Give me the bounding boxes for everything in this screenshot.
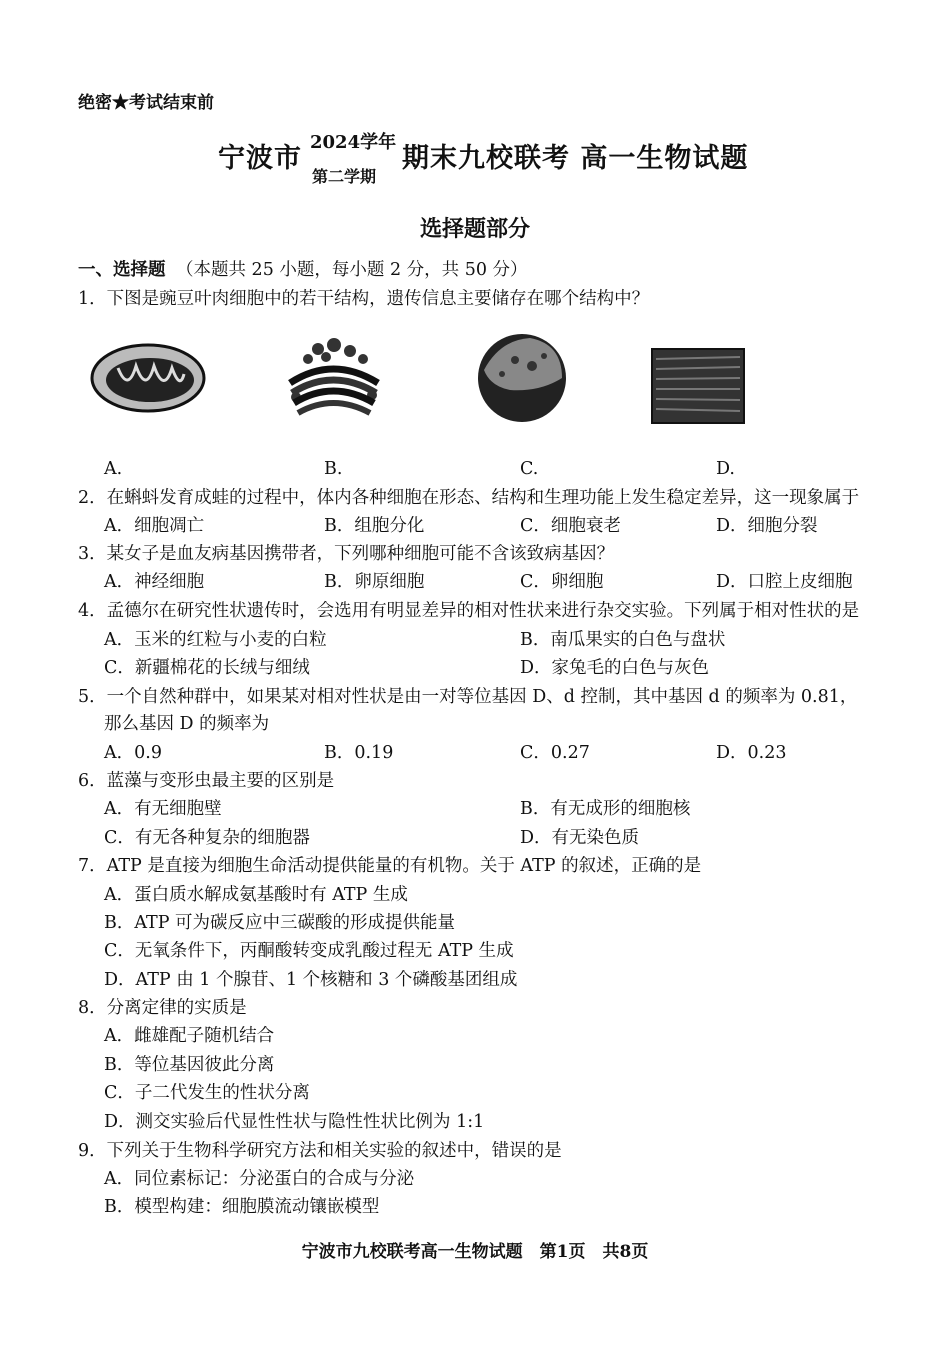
question-3-stem: 3．某女子是血友病基因携带者，下列哪种细胞可能不含该致病基因？ bbox=[78, 544, 615, 564]
option-d[interactable]: D．家兔毛的白色与灰色 bbox=[520, 658, 710, 678]
option-a[interactable]: A．同位素标记：分泌蛋白的合成与分泌 bbox=[104, 1169, 415, 1189]
option-c[interactable]: C．新疆棉花的长绒与细绒 bbox=[104, 658, 310, 678]
option-d[interactable]: D．测交实验后代显性性状与隐性性状比例为 1:1 bbox=[104, 1112, 485, 1132]
question-stem bbox=[0, 285, 950, 313]
option-c[interactable]: C．子二代发生的性状分离 bbox=[104, 1083, 310, 1103]
question-9-stem: 9．下列关于生物科学研究方法和相关实验的叙述中，错误的是 bbox=[78, 1141, 562, 1161]
option-b[interactable]: B. bbox=[324, 459, 343, 479]
option-b[interactable]: B．模型构建：细胞膜流动镶嵌模型 bbox=[104, 1197, 380, 1217]
option-b[interactable]: B．卵原细胞 bbox=[324, 572, 425, 592]
option-b[interactable]: B．有无成形的细胞核 bbox=[520, 799, 691, 819]
option-c[interactable]: C．有无各种复杂的细胞器 bbox=[104, 828, 310, 848]
option-c[interactable]: C．卵细胞 bbox=[520, 572, 604, 592]
option-a[interactable]: A．玉米的红粒与小麦的白粒 bbox=[104, 630, 327, 650]
option-a[interactable]: A．0.9 bbox=[104, 743, 162, 763]
confidential-label: 绝密★考试结束前 bbox=[78, 93, 214, 113]
option-d[interactable]: D．有无染色质 bbox=[520, 828, 640, 848]
option-d[interactable]: D. bbox=[716, 459, 735, 479]
option-b[interactable]: B．ATP 可为碳反应中三碳酸的形成提供能量 bbox=[104, 913, 456, 933]
option-a[interactable]: A．神经细胞 bbox=[104, 572, 205, 592]
nucleus-image bbox=[470, 330, 575, 425]
section-title: 选择题部分 bbox=[419, 216, 530, 242]
option-b[interactable]: B．组胞分化 bbox=[324, 516, 425, 536]
question-6-stem: 6．蓝藻与变形虫最主要的区别是 bbox=[78, 771, 335, 791]
mitochondrion-image bbox=[88, 338, 208, 418]
option-a[interactable]: A．细胞凋亡 bbox=[104, 516, 205, 536]
option-a[interactable]: A．蛋白质水解成氨基酸时有 ATP 生成 bbox=[104, 885, 408, 905]
option-c[interactable]: C. bbox=[520, 459, 539, 479]
option-a[interactable]: A．雌雄配子随机结合 bbox=[104, 1026, 275, 1046]
option-b[interactable]: B．0.19 bbox=[324, 743, 394, 763]
option-b[interactable]: B．南瓜果实的白色与盘状 bbox=[520, 630, 726, 650]
question-5-stem-cont: 那么基因 D 的频率为 bbox=[104, 714, 270, 734]
option-d[interactable]: D．细胞分裂 bbox=[716, 516, 818, 536]
title-text: 期末九校联考 高一生物试题 bbox=[402, 143, 749, 174]
title-term: 第二学期 bbox=[312, 167, 377, 186]
option-c[interactable]: C．细胞衰老 bbox=[520, 516, 621, 536]
golgi-image bbox=[278, 335, 388, 430]
exam-title bbox=[0, 126, 950, 190]
option-a[interactable]: A. bbox=[104, 459, 123, 479]
option-a[interactable]: A．有无细胞壁 bbox=[104, 799, 222, 819]
title-year: 2024学年 bbox=[310, 132, 397, 153]
page-footer: 宁波市九校联考高一生物试题 第1页 共8页 bbox=[301, 1242, 649, 1262]
option-d[interactable]: D．口腔上皮细胞 bbox=[716, 572, 853, 592]
question-8-stem: 8．分离定律的实质是 bbox=[78, 998, 247, 1018]
part-heading bbox=[0, 256, 950, 284]
option-c[interactable]: C．0.27 bbox=[520, 743, 590, 763]
question-options bbox=[0, 455, 950, 483]
question-4-stem: 4．孟德尔在研究性状遗传时，会选用有明显差异的相对性状来进行杂交实验。下列属于相对性状的是 bbox=[78, 601, 860, 621]
question-7-stem: 7．ATP 是直接为细胞生命活动提供能量的有机物。关于 ATP 的叙述，正确的是 bbox=[78, 856, 702, 876]
title-city: 宁波市 bbox=[218, 143, 302, 174]
question-1-stem: 1．下图是豌豆叶肉细胞中的若干结构，遗传信息主要储存在哪个结构中？ bbox=[78, 289, 650, 309]
part-note: （本题共 25 小题，每小题 2 分，共 50 分） bbox=[176, 260, 528, 280]
question-2-stem: 2．在蝌蚪发育成蛙的过程中，体内各种细胞在形态、结构和生理功能上发生稳定差异，这一现象属于 bbox=[78, 488, 860, 508]
part-label: 一、选择题 bbox=[78, 260, 166, 280]
question-5-stem: 5．一个自然种群中，如果某对相对性状是由一对等位基因 D、d 控制，其中基因 d 的频率为 0.81， bbox=[78, 687, 858, 707]
chloroplast-image bbox=[648, 345, 748, 427]
option-d[interactable]: D．0.23 bbox=[716, 743, 787, 763]
option-d[interactable]: D．ATP 由 1 个腺苷、1 个核糖和 3 个磷酸基团组成 bbox=[104, 970, 518, 990]
option-c[interactable]: C．无氧条件下，丙酮酸转变成乳酸过程无 ATP 生成 bbox=[104, 941, 514, 961]
option-b[interactable]: B．等位基因彼此分离 bbox=[104, 1055, 275, 1075]
